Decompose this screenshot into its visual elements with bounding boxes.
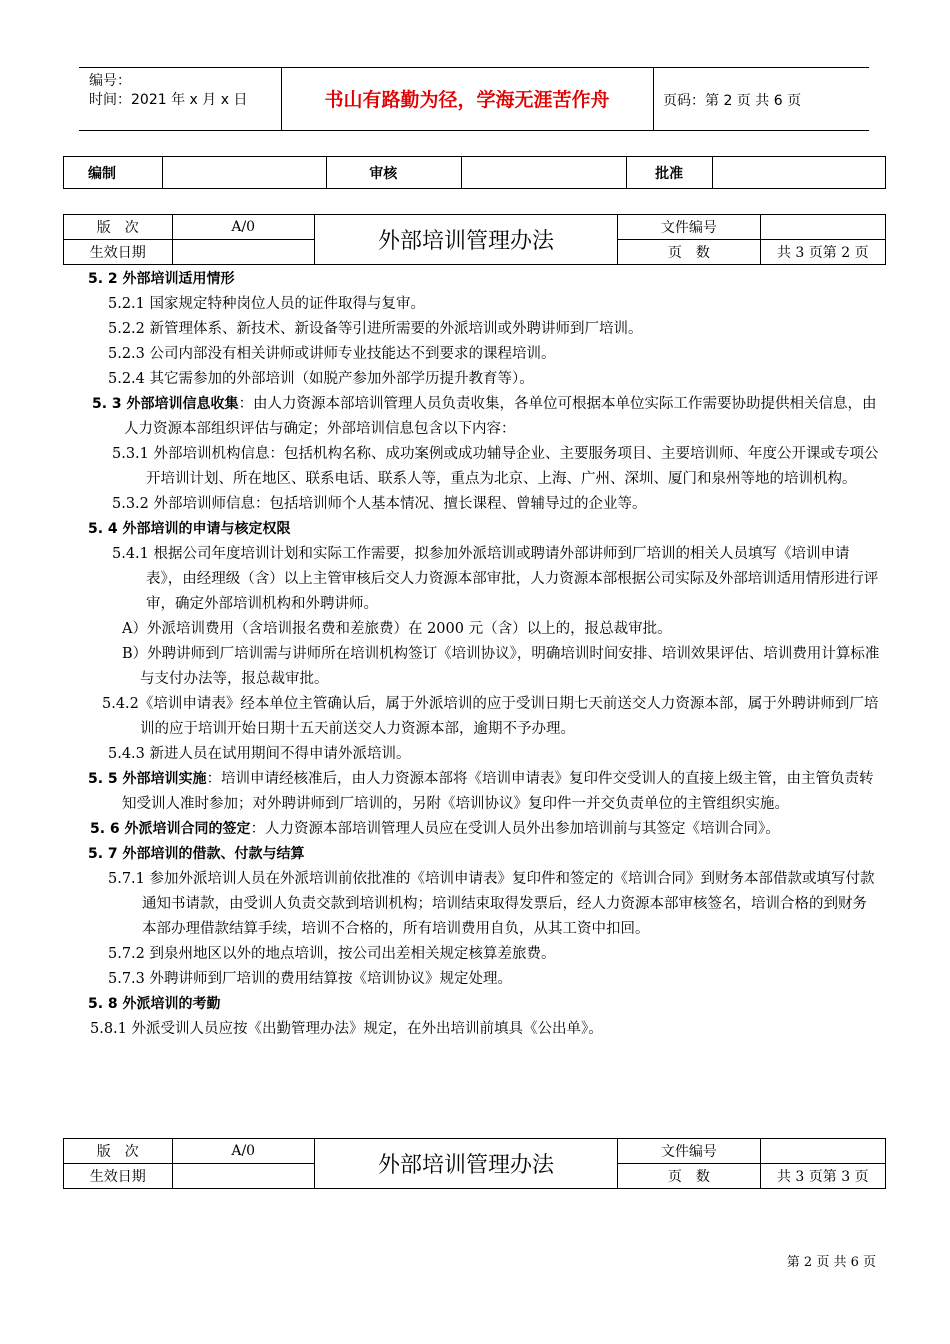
section-heading: 5. 2 外部培训适用情形: [88, 271, 235, 287]
approve-label: 批准: [626, 157, 712, 189]
pages-value: 共 3 页第 3 页: [760, 1164, 885, 1189]
header-divider: [653, 68, 654, 130]
pages-label: 页 数: [618, 240, 760, 265]
section-paragraph: [80, 392, 880, 442]
file-number-label: 文件编号: [618, 1139, 760, 1164]
file-number-label: 文件编号: [618, 215, 760, 240]
effective-date-value: [172, 240, 314, 265]
section-paragraph: [80, 817, 880, 842]
paragraph: 5.3.1 外部培训机构信息：包括机构名称、成功案例或成功辅导企业、主要服务项目、主要培训师、年度公开课或专项公开培训计划、所在地区、联系电话、联系人等，重点为北京、上海、广州、深圳、厦门和泉州等地的培训机构。: [112, 446, 879, 487]
section-heading: 5. 4 外部培训的申请与核定权限: [88, 521, 291, 537]
paragraph: 5.7.2 到泉州地区以外的地点培训，按公司出差相关规定核算差旅费。: [108, 946, 556, 962]
doc-header-table: [63, 214, 886, 265]
paragraph: A）外派培训费用（含培训报名费和差旅费）在 2000 元（含）以上的，报总裁审批。: [122, 621, 672, 637]
section-text: ：人力资源本部培训管理人员应在受训人员外出参加培训前与其签定《培训合同》。: [250, 821, 780, 837]
section-paragraph: [80, 767, 880, 817]
paragraph: 5.8.1 外派受训人员应按《出勤管理办法》规定，在外出培训前填具《公出单》。: [90, 1021, 603, 1037]
doc-number-label: 编号：: [89, 73, 131, 89]
version-label: 版 次: [64, 215, 173, 240]
section-text: ：由人力资源本部培训管理人员负责收集，各单位可根据本单位实际工作需要协助提供相关信息，由人力资源本部组织评估与确定；外部培训信息包含以下内容：: [124, 396, 877, 437]
section-heading: 5. 5 外部培训实施: [88, 771, 207, 787]
paragraph: 5.2.2 新管理体系、新技术、新设备等引进所需要的外派培训或外聘讲师到厂培训。: [108, 321, 643, 337]
effective-date-label: 生效日期: [64, 1164, 173, 1189]
page-footer: 第 2 页 共 6 页: [786, 1255, 876, 1270]
paragraph: 5.7.1 参加外派培训人员在外派培训前依批准的《培训申请表》复印件和签定的《培训合同》到财务本部借款或填写付款通知书请款，由受训人负责交款到培训机构；培训结束取得发票后，经人力资源本部审核签名，培训合格的到财务本部办理借款结算手续，培训不合格的，所有培训费用自负，从其工资中扣回。: [108, 871, 875, 937]
header-meta: [89, 72, 247, 110]
running-header: [79, 67, 869, 131]
file-number-value: [760, 215, 885, 240]
doc-date: 时间：2021 年 x 月 x 日: [89, 92, 248, 108]
section-heading: 5. 6 外派培训合同的签定: [90, 821, 251, 837]
paragraph: 5.2.4 其它需参加的外部培训（如脱产参加外部学历提升教育等）。: [108, 371, 534, 387]
pages-label: 页 数: [618, 1164, 760, 1189]
approve-value: [712, 157, 886, 189]
paragraph: 5.4.3 新进人员在试用期间不得申请外派培训。: [108, 746, 411, 762]
version-value: A/0: [172, 1139, 314, 1164]
paragraph: B）外聘讲师到厂培训需与讲师所在培训机构签订《培训协议》，明确培训时间安排、培训效果评估、培训费用计算标准与支付办法等，报总裁审批。: [122, 646, 880, 687]
paragraph: 5.2.3 公司内部没有相关讲师或讲师专业技能达不到要求的课程培训。: [108, 346, 556, 362]
compile-label: 编制: [64, 157, 163, 189]
version-label: 版 次: [64, 1139, 173, 1164]
header-page-info: 页码：第 2 页 共 6 页: [663, 93, 802, 109]
compile-value: [162, 157, 326, 189]
effective-date-value: [172, 1164, 314, 1189]
paragraph: 5.2.1 国家规定特种岗位人员的证件取得与复审。: [108, 296, 426, 312]
doc-header-table: [63, 1138, 886, 1189]
section-heading: 5. 8 外派培训的考勤: [88, 996, 221, 1012]
file-number-value: [760, 1139, 885, 1164]
document-body: [80, 267, 880, 1042]
paragraph: 5.4.2《培训申请表》经本单位主管确认后，属于外派培训的应于受训日期七天前送交人力资源本部，属于外聘讲师到厂培训的应于培训开始日期十五天前送交人力资源本部，逾期不予办理。: [102, 696, 879, 737]
doc-title: 外部培训管理办法: [314, 1139, 617, 1189]
paragraph: 5.4.1 根据公司年度培训计划和实际工作需要，拟参加外派培训或聘请外部讲师到厂培训的相关人员填写《培训申请表》，由经理级（含）以上主管审核后交人力资源本部审批，人力资源本部根据公司实际及外部培训适用情形进行评审，确定外部培训机构和外聘讲师。: [112, 546, 879, 612]
paragraph: 5.3.2 外部培训师信息：包括培训师个人基本情况、擅长课程、曾辅导过的企业等。: [112, 496, 647, 512]
effective-date-label: 生效日期: [64, 240, 173, 265]
pages-value: 共 3 页第 2 页: [760, 240, 885, 265]
approval-table: [63, 156, 886, 189]
review-label: 审核: [327, 157, 462, 189]
section-text: ：培训申请经核准后，由人力资源本部将《培训申请表》复印件交受训人的直接上级主管，由主管负责转知受训人准时参加；对外聘讲师到厂培训的，另附《培训协议》复印件一并交负责单位的主管组织实施。: [122, 771, 874, 812]
doc-title: 外部培训管理办法: [314, 215, 617, 265]
review-value: [462, 157, 626, 189]
paragraph: 5.7.3 外聘讲师到厂培训的费用结算按《培训协议》规定处理。: [108, 971, 513, 987]
section-heading: 5. 3 外部培训信息收集: [92, 396, 239, 412]
header-motto: 书山有路勤为径，学海无涯苦作舟: [324, 89, 610, 111]
section-heading: 5. 7 外部培训的借款、付款与结算: [88, 846, 305, 862]
version-value: A/0: [172, 215, 314, 240]
